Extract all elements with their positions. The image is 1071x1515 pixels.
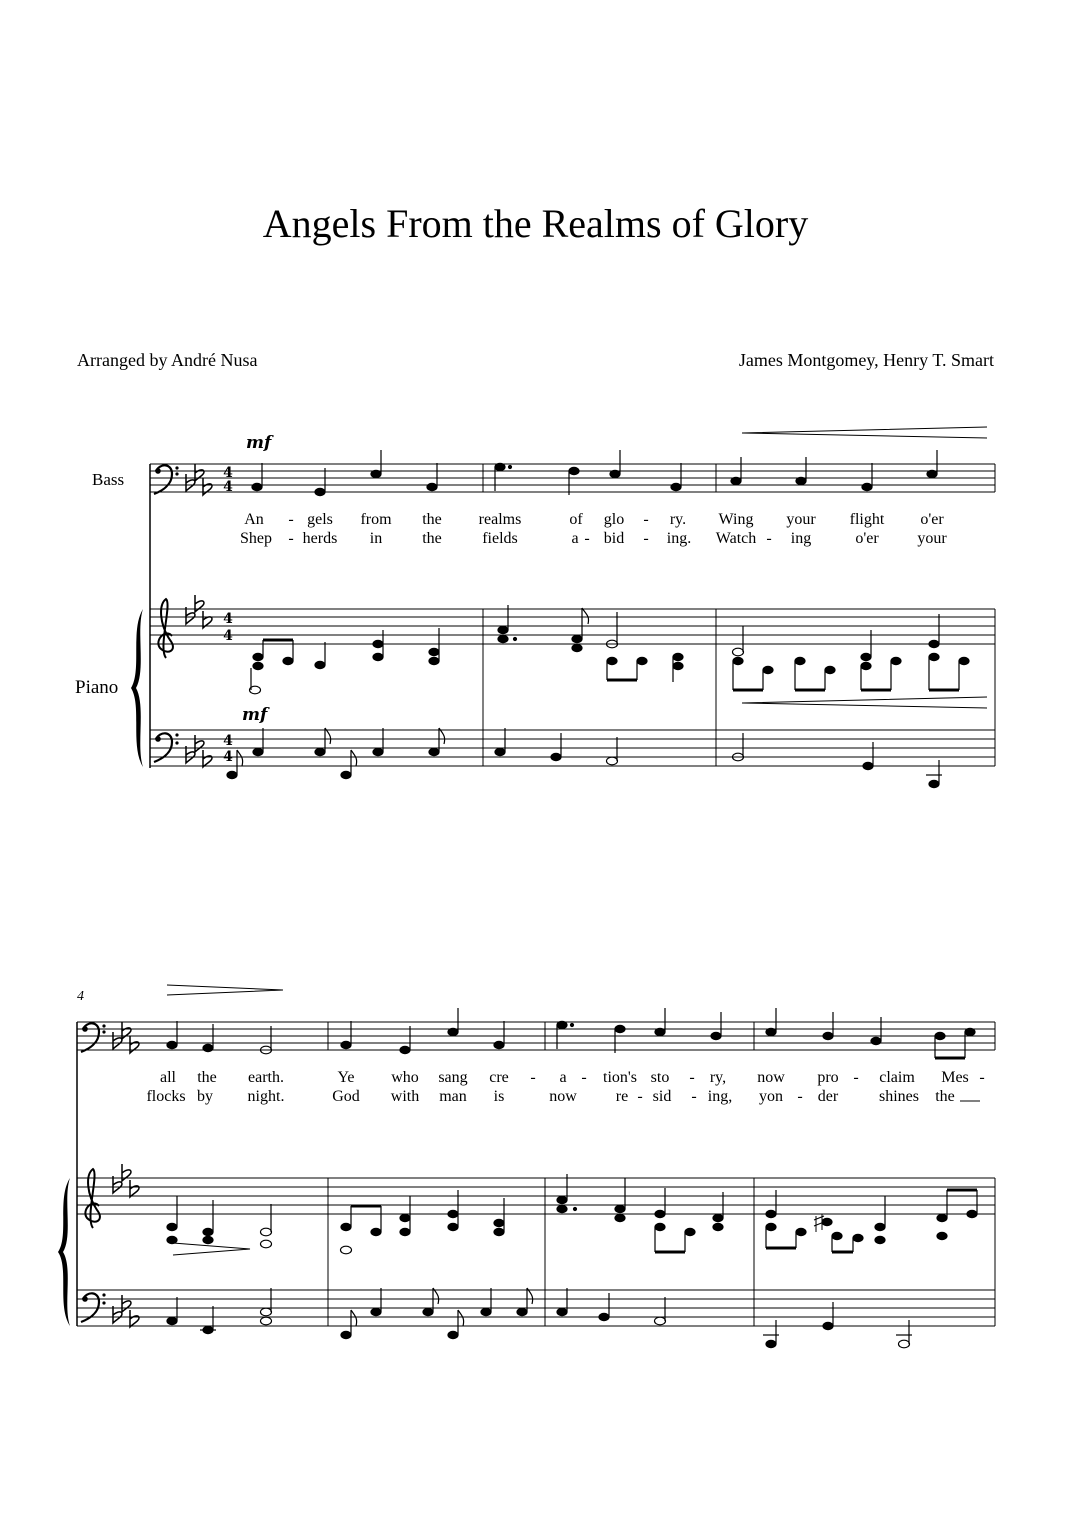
lyric-syllable: the [422, 530, 442, 547]
piano-brace [131, 609, 143, 767]
bass-voice-staff [150, 464, 995, 768]
bass-clef [154, 465, 179, 494]
lyric-syllable: Wing [718, 511, 754, 528]
lyric-syllable: now [549, 1088, 577, 1105]
lyric-syllable: fields [482, 530, 518, 547]
lyric-syllable: ing, [707, 1088, 733, 1105]
lyric-syllable: - [288, 530, 294, 547]
lyrics-system-1-verse-2 [240, 530, 947, 547]
score-title: Angels From the Realms of Glory [262, 201, 809, 246]
bass-clef [81, 1023, 106, 1052]
lyric-syllable: pro [817, 1069, 839, 1086]
lyric-syllable: o'er [855, 530, 879, 547]
lyric-syllable: - [643, 511, 649, 528]
crescendo-hairpin [742, 427, 987, 438]
lyric-syllable: a [571, 530, 579, 547]
lyric-syllable: the [197, 1069, 217, 1086]
lyric-syllable: - [979, 1069, 985, 1086]
lyric-syllable: - [689, 1069, 695, 1086]
piano-bass-staff [150, 730, 995, 766]
lyric-syllable: the [422, 511, 442, 528]
lyric-syllable: night. [247, 1088, 285, 1105]
lyric-syllable: yon [759, 1088, 783, 1105]
svg-text:4: 4 [223, 749, 233, 765]
dynamic-mf: mf [246, 433, 272, 453]
lyric-syllable: tion's [603, 1069, 637, 1086]
lyric-syllable: Shep [240, 530, 272, 547]
lyric-syllable: all [160, 1069, 176, 1086]
lyric-syllable: claim [879, 1069, 915, 1086]
key-signature [113, 1022, 139, 1053]
lyric-syllable: a [559, 1069, 567, 1086]
piano-brace [58, 1178, 70, 1326]
lyric-syllable: An [244, 511, 264, 528]
svg-text:4: 4 [223, 733, 233, 749]
lyric-syllable: your [917, 530, 947, 547]
crescendo-hairpin [167, 985, 283, 995]
lyric-syllable: der [817, 1088, 839, 1105]
lyric-syllable: o'er [920, 511, 944, 528]
lyric-syllable: Ye [337, 1069, 355, 1086]
lyric-syllable: Mes [941, 1069, 969, 1086]
lyric-syllable: flocks [146, 1088, 186, 1105]
treble-clef [158, 599, 173, 658]
bass-voice-notes [252, 450, 937, 496]
lyric-syllable: herds [302, 530, 338, 547]
lyric-syllable: flight [849, 511, 885, 528]
lyric-syllable: your [786, 511, 816, 528]
composer-credit: James Montgomey, Henry T. Smart [738, 350, 994, 370]
piano-bass-notes [227, 728, 942, 788]
lyric-syllable: by [197, 1088, 213, 1105]
piano-key-signatures [113, 1164, 139, 1327]
lyric-syllable: ry, [709, 1069, 727, 1086]
time-signature [223, 465, 233, 495]
lyric-syllable: - [637, 1088, 643, 1105]
dynamic-mf-piano: mf [242, 705, 268, 725]
lyric-syllable: glo [603, 511, 625, 528]
key-signature [186, 464, 212, 495]
lyric-syllable: from [360, 511, 392, 528]
lyric-syllable: God [332, 1088, 360, 1105]
lyric-syllable: - [584, 530, 590, 547]
measure-number: 4 [77, 989, 84, 1004]
system-2 [58, 985, 995, 1348]
lyric-syllable: - [853, 1069, 859, 1086]
lyric-syllable: ing [790, 530, 812, 547]
lyric-syllable: shines [879, 1088, 919, 1105]
lyric-syllable: the [935, 1088, 955, 1105]
lyric-syllable: earth. [248, 1069, 284, 1086]
lyric-syllable: - [581, 1069, 587, 1086]
lyric-syllable: ing. [666, 530, 692, 547]
bass-part-label: Bass [92, 470, 125, 489]
lyric-syllable: ry. [669, 511, 687, 528]
diminuendo-hairpin [742, 697, 987, 708]
piano-key-signatures [186, 595, 212, 767]
lyric-syllable: - [766, 530, 772, 547]
lyric-syllable: - [691, 1088, 697, 1105]
bass-voice-staff [77, 1022, 995, 1326]
lyric-syllable: now [757, 1069, 785, 1086]
lyric-syllable: - [288, 511, 294, 528]
lyric-syllable: in [369, 530, 383, 547]
lyric-syllable: with [390, 1088, 420, 1105]
lyrics-system-2-verse-2 [146, 1088, 954, 1105]
lyric-syllable: Watch [715, 530, 757, 547]
lyric-syllable: bid [603, 530, 625, 547]
diminuendo-hairpin [173, 1243, 250, 1255]
lyrics-system-1-verse-1 [244, 511, 944, 528]
piano-bass-staff [77, 1290, 995, 1326]
lyric-syllable: sang [438, 1069, 468, 1086]
lyric-syllable: sid [652, 1088, 672, 1105]
lyric-syllable: man [439, 1088, 467, 1105]
lyric-syllable: gels [307, 511, 333, 528]
lyric-syllable: re [615, 1088, 629, 1105]
svg-text:4: 4 [223, 479, 233, 495]
lyric-syllable: is [493, 1088, 505, 1105]
piano-time-signatures [223, 611, 233, 765]
svg-text:4: 4 [223, 611, 233, 627]
svg-text:4: 4 [223, 465, 233, 481]
system-1 [131, 427, 995, 788]
piano-treble-notes [250, 605, 970, 694]
lyric-syllable: sto [650, 1069, 670, 1086]
lyric-syllable: of [569, 511, 583, 528]
lyric-syllable: who [391, 1069, 419, 1086]
lyric-syllable: - [797, 1088, 803, 1105]
lyric-syllable: cre [489, 1069, 509, 1086]
piano-bass-notes [167, 1288, 912, 1348]
lyric-syllable: realms [478, 511, 522, 528]
piano-part-label: Piano [75, 677, 119, 698]
lyric-syllable: - [643, 530, 649, 547]
piano-treble-staff [150, 609, 995, 766]
arranger-credit: Arranged by André Nusa [77, 350, 258, 370]
lyrics-system-2-verse-1 [160, 1069, 985, 1086]
svg-text:4: 4 [223, 628, 233, 644]
lyric-syllable: - [530, 1069, 536, 1086]
